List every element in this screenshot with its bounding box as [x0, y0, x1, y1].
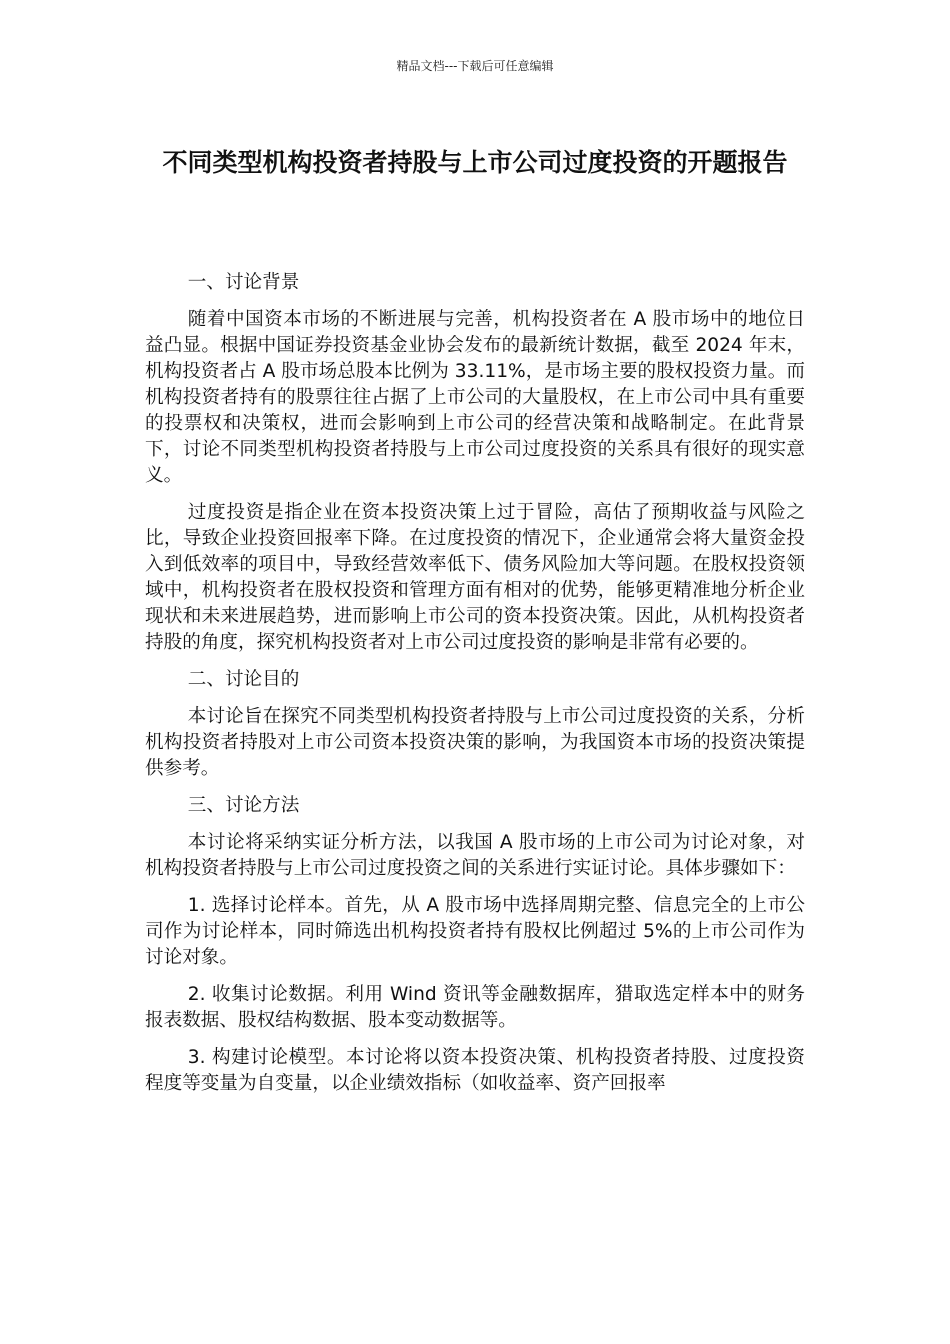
section-heading-method: 三、讨论方法	[187, 795, 300, 816]
paragraph-background-2: 过度投资是指企业在资本投资决策上过于冒险，高估了预期收益与风险之比，导致企业投资回报率下降。在过度投资的情况下，企业通常会将大量资金投入到低效率的项目中，导致经营效率低下、债务风险加大等问题。在股权投资领域中，机构投资者在股权投资和管理方面有相对的优势，能够更精准地分析企业现状和未来进展趋势，进而影响上市公司的资本投资决策。因此，从机构投资者持股的角度，探究机构投资者对上市公司过度投资的影响是非常有必要的。	[145, 502, 805, 653]
section-heading-purpose: 二、讨论目的	[187, 669, 300, 690]
paragraph-background-1: 随着中国资本市场的不断进展与完善，机构投资者在 A 股市场中的地位日益凸显。根据中国证券投资基金业协会发布的最新统计数据，截至 2024 年末，机构投资者占 A 股市场总股本比例为 33.11%，是市场主要的股权投资力量。而机构投资者持有的股票往往占据了上市公司的大量股权，在上市公司中具有重要的投票权和决策权，进而会影响到上市公司的经营决策和战略制定。在此背景下，讨论不同类型机构投资者持股与上市公司过度投资的关系具有很好的现实意义。	[145, 309, 805, 486]
list-item-step-2: 2. 收集讨论数据。利用 Wind 资讯等金融数据库，猎取选定样本中的财务报表数据、股权结构数据、股本变动数据等。	[145, 984, 805, 1031]
header-note: 精品文档---下载后可任意编辑	[396, 59, 554, 73]
document-body	[145, 270, 805, 1108]
list-item-step-3: 3. 构建讨论模型。本讨论将以资本投资决策、机构投资者持股、过度投资程度等变量为自变量，以企业绩效指标（如收益率、资产回报率	[145, 1047, 805, 1094]
paragraph-method-intro: 本讨论将采纳实证分析方法，以我国 A 股市场的上市公司为讨论对象，对机构投资者持股与上市公司过度投资之间的关系进行实证讨论。具体步骤如下：	[145, 832, 805, 879]
list-item-step-1: 1. 选择讨论样本。首先，从 A 股市场中选择周期完整、信息完全的上市公司作为讨论样本，同时筛选出机构投资者持有股权比例超过 5%的上市公司作为讨论对象。	[145, 895, 805, 968]
paragraph-purpose: 本讨论旨在探究不同类型机构投资者持股与上市公司过度投资的关系，分析机构投资者持股对上市公司资本投资决策的影响，为我国资本市场的投资决策提供参考。	[145, 706, 805, 779]
document-title: 不同类型机构投资者持股与上市公司过度投资的开题报告	[162, 148, 788, 177]
section-heading-background: 一、讨论背景	[187, 272, 300, 293]
